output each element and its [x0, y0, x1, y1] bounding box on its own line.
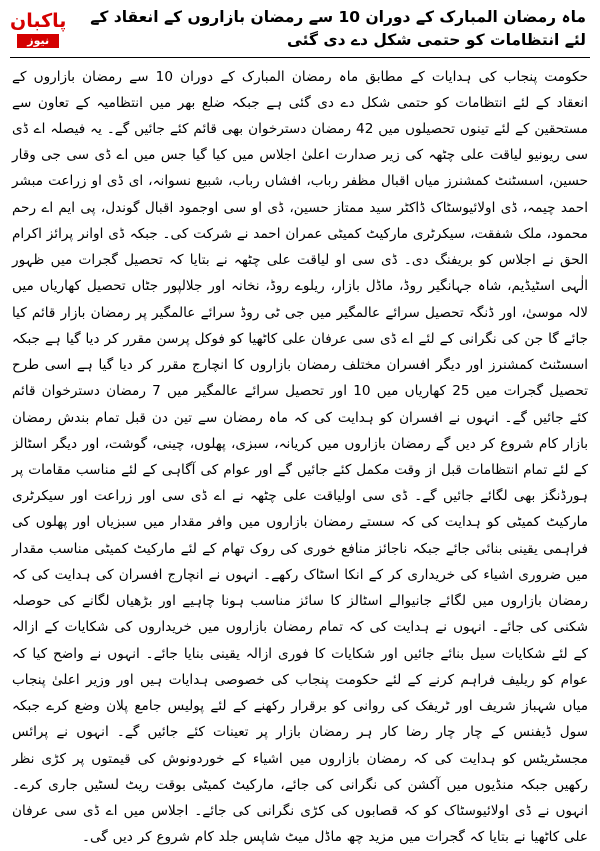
page-title: ماہ رمضان المبارک کے دوران 10 سے رمضان بازاروں کے انعقاد کے لئے انتظامات کو حتمی شکل دے دی گئی: [90, 8, 586, 50]
logo-secondary-text: نیوز: [17, 34, 59, 48]
article-paragraph: حکومت پنجاب کی ہدایات کے مطابق ماہ رمضان المبارک کے دوران 10 سے رمضان بازاروں کے انعقاد کے لئے انتظامات کو حتمی شکل دے دی گئی ہے جبکہ ضلع بھر میں انتظامیہ کے تعاون سے مستحقین کے لئے تینوں تحصیلوں میں 42 رمضان دسترخوان بھی قائم کئے جائیں گے۔ یہ فیصلہ اے ڈی سی ریونیو لیاقت علی چٹھہ کی زیر صدارت اعلیٰ اجلاس میں کیا گیا جس میں اے ڈی سی جی وقار حسین، اسسٹنٹ کمشنرز میاں اقبال مظفر رباب، افشاں رباب، شبیع نسوانہ، ای ڈی او زراعت مبشر احمد چیمہ، ڈی اولائیوسٹاک ڈاکٹر سید ممتاز حسین، ڈی او سی اوجمود اقبال گوندل، پی ایم اے رحم محمود، ملک شفقت، سیکرٹری مارکیٹ کمیٹی عمران احمد نے شرکت کی۔ جبکہ ڈی اوانر پرائز اکرام الحق نے اجلاس کو بریفنگ دی۔ ڈی سی او لیاقت علی چٹھہ نے بتایا کہ تحصیل گجرات میں ظہور الٰہی اسٹیڈیم، شاہ جہانگیر روڈ، ماڈل بازار، ریلوے روڈ، نخانہ اور جلالپور جٹاں تحصیل کھاریاں میں لالہ موسیٰ، اور ڈنگہ تحصیل سرائے عالمگیر میں جی ٹی روڈ سرائے عالمگیر پر رمضان بازار قائم کیا جائے گا جن کی نگرانی کے لئے اے ڈی سی عرفان علی کاٹھیا کو فوکل پرسن مقرر کر دیا گیا ہے جبکہ اسسٹنٹ کمشنرز اور دیگر افسران مختلف رمضان بازاروں کا انچارج مقرر کر دیا گیا ہے اسی طرح تحصیل گجرات میں 25 کھاریاں میں 10 اور تحصیل سرائے عالمگیر میں 7 رمضان دسترخوان قائم کئے جائیں گے۔ انہوں نے افسران کو ہدایت کی کہ ماہ رمضان سے تین دن قبل تمام بندش رمضان بازار کام شروع کر دیں گے رمضان بازاروں میں کریانہ، سبزی، پھلوں، چینی، گوشت، اور دیگر اسٹالز کے لئے تمام انتظامات قبل از وقت مکمل کئے جائیں گے اور عوام کی آگاہی کے لئے مناسب مقامات پر ہورڈنگز بھی لگائے جائیں گے۔ ڈی سی اولیاقت علی چٹھہ نے اے ڈی سی اور زراعت اور سیکرٹری مارکیٹ کمیٹی کو ہدایت کی کہ سستے رمضان بازاروں میں وافر مقدار میں سبزیاں اور پھلوں کی فراہمی یقینی بنائی جائے جبکہ ناجائز منافع خوری کی روک تھام کے لئے مارکیٹ کمیٹی مناسب مقدار میں ضروری اشیاء کی خریداری کر کے انکا اسٹاک رکھے۔ انہوں نے انچارج افسران کی ہدایت کی کہ رمضان بازاروں میں لگائے جانیوالے اسٹالز کا سائز مناسب ہونا چاہیے اور بڑھیاں لگانے کی حوصلہ شکنی کی جائے۔ انہوں نے ہدایت کی کہ تمام رمضان بازاروں میں خریداروں کی شکایات کے ازالہ کے لئے شکایات سیل بنائے جائیں اور شکایات کا فوری ازالہ یقینی بنایا جائے۔ انہوں نے واضح کیا کہ عوام کو ریلیف فراہم کرنے کے لئے حکومت پنجاب کی خصوصی ہدایات ہیں اور وزیر اعلیٰ پنجاب میاں شہباز شریف اور ٹریفک کی روانی کو برقرار رکھنے کے لئے پولیس جامع پلان وضع کرے جبکہ سول ڈیفنس کے چار چار رضا کار ہر رمضان بازار پر تعینات کئے جائیں گے۔ انہوں نے پرائس مجسٹریٹس کو ہدایت کی کہ رمضان بازاروں میں اشیاء کے خوردونوش کی قیمتوں پر کڑی نظر رکھیں جبکہ منڈیوں میں آکشن کی نگرانی کی جائے، مارکیٹ کمیٹی بوقت ریٹ لسٹیں جاری کرے۔ انہوں نے ڈی اولائیوسٹاک کو کہ قصابوں کی کڑی نگرانی کی جائے۔ اجلاس میں اے ڈی سی عرفان علی کاٹھیا نے بتایا کہ گجرات میں مزید چھ ماڈل میٹ شاپس جلد کام شروع کر دیں گی۔: [12, 68, 588, 846]
article-body: [10, 64, 590, 851]
masthead: [10, 6, 590, 53]
publication-logo: [10, 11, 66, 48]
logo-primary-text: پاکبان: [10, 9, 67, 32]
header-divider: [10, 57, 590, 58]
